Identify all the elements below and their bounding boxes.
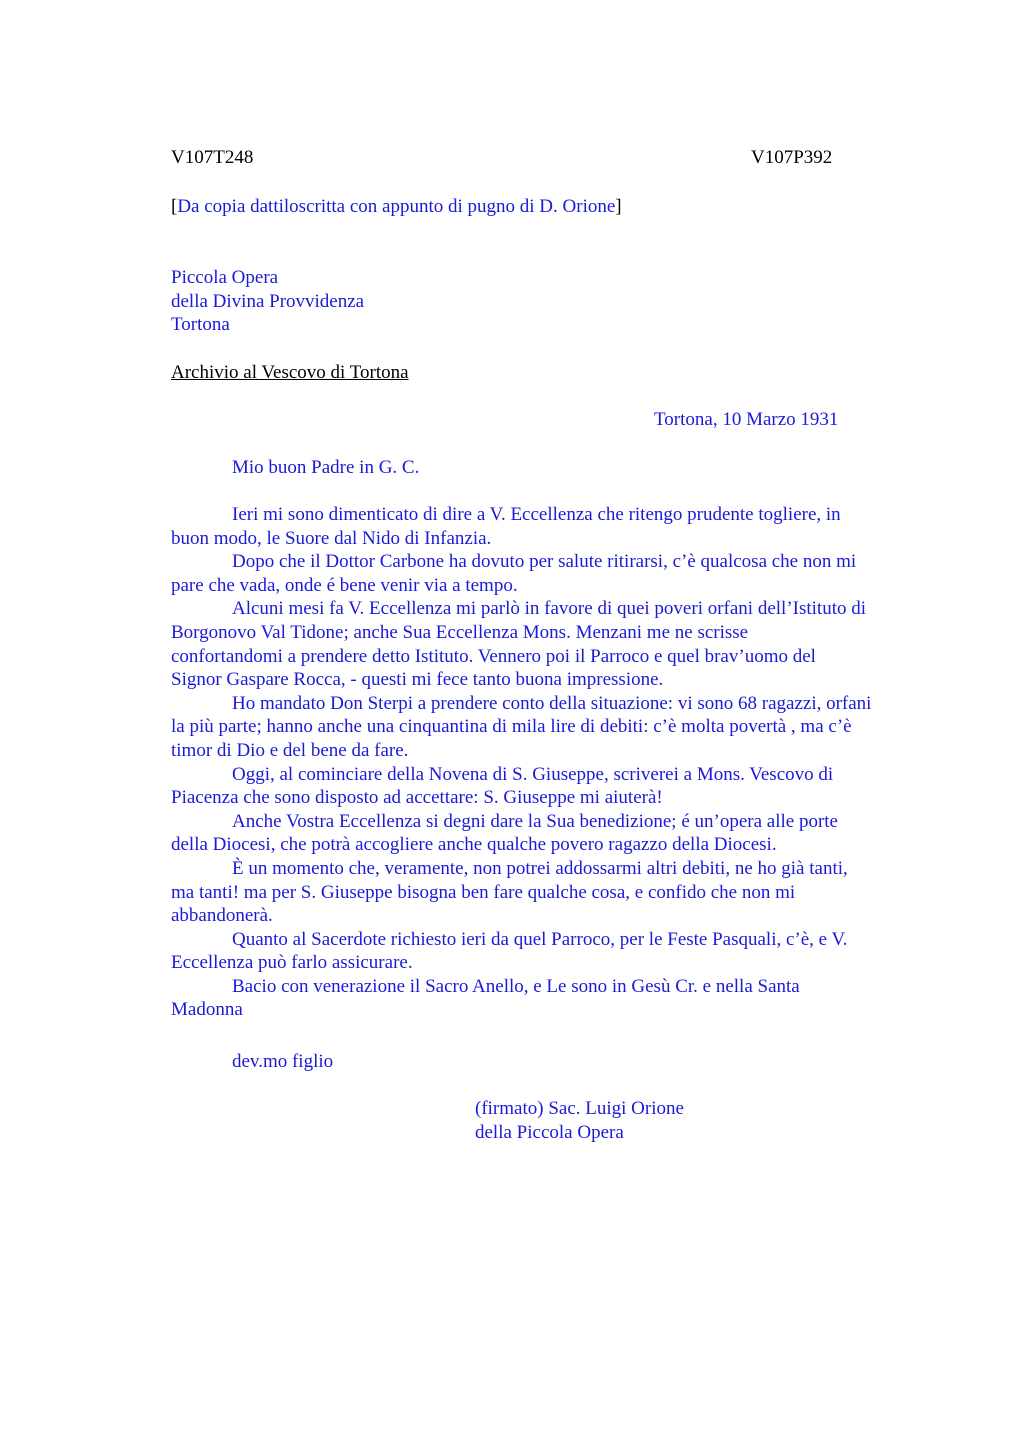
body-line: Piacenza che sono disposto ad accettare: S. Giuseppe mi aiuterà!: [171, 787, 663, 809]
signature: [475, 1097, 684, 1144]
salutation: Mio buon Padre in G. C.: [232, 457, 420, 478]
body-line: Oggi, al cominciare della Novena di S. Giuseppe, scriverei a Mons. Vescovo di: [232, 763, 834, 785]
signature-line: (firmato) Sac. Luigi Orione: [475, 1098, 684, 1119]
letterhead-line: della Divina Provvidenza: [171, 290, 365, 312]
body-line: Eccellenza può farlo assicurare.: [171, 952, 413, 974]
source-note-close-bracket: ]: [615, 196, 622, 217]
body-line: della Diocesi, che potrà accogliere anche qualche povero ragazzo della Diocesi.: [171, 834, 777, 856]
letterhead-line: Tortona: [171, 314, 230, 336]
letterhead-line: Piccola Opera: [171, 267, 279, 288]
source-note: [171, 195, 622, 219]
document-code-left: V107T248: [171, 147, 254, 168]
archive-note: Archivio al Vescovo di Tortona: [171, 362, 409, 383]
letterhead: [171, 266, 364, 337]
body-line: Ieri mi sono dimenticato di dire a V. Eccellenza che ritengo prudente togliere, in: [232, 504, 841, 525]
body-line: timor di Dio e del bene da fare.: [171, 739, 409, 761]
source-note-text: Da copia dattiloscritta con appunto di pugno di D. Orione: [177, 196, 616, 217]
body-line: Bacio con venerazione il Sacro Anello, e Le sono in Gesù Cr. e nella Santa: [232, 975, 800, 997]
body-line: Alcuni mesi fa V. Eccellenza mi parlò in favore di quei poveri orfani dell’Istituto di: [232, 598, 867, 620]
body-line: confortandomi a prendere detto Istituto. Vennero poi il Parroco e quel brav’uomo del: [171, 645, 816, 667]
body-line: ma tanti! ma per S. Giuseppe bisogna ben fare qualche cosa, e confido che non mi: [171, 881, 796, 903]
body-line: Anche Vostra Eccellenza si degni dare la Sua benedizione; é un’opera alle porte: [232, 810, 838, 832]
closing: dev.mo figlio: [232, 1051, 334, 1072]
source-note-open-bracket: [: [171, 196, 178, 217]
body-line: pare che vada, onde é bene venir via a tempo.: [171, 574, 518, 596]
body-line: la più parte; hanno anche una cinquantina di mila lire di debiti: c’è molta povertà , ma c’è: [171, 716, 852, 738]
body-line: Dopo che il Dottor Carbone ha dovuto per salute ritirarsi, c’è qualcosa che non mi: [232, 551, 857, 573]
body-line: Quanto al Sacerdote richiesto ieri da quel Parroco, per le Feste Pasquali, c’è, e V.: [232, 928, 848, 950]
body-line: Signor Gaspare Rocca, - questi mi fece tanto buona impressione.: [171, 669, 664, 691]
body-line: buon modo, le Suore dal Nido di Infanzia.: [171, 527, 492, 549]
place-date: Tortona, 10 Marzo 1931: [654, 409, 839, 430]
body-line: abbandonerà.: [171, 905, 273, 927]
document-code-right: V107P392: [751, 147, 833, 168]
letter-body: [171, 503, 871, 1022]
body-line: Ho mandato Don Sterpi a prendere conto della situazione: vi sono 68 ragazzi, orfani: [232, 692, 872, 714]
signature-line: della Piccola Opera: [475, 1121, 624, 1143]
body-line: È un momento che, veramente, non potrei addossarmi altri debiti, ne ho già tanti,: [232, 857, 848, 879]
body-line: Madonna: [171, 999, 243, 1021]
body-line: Borgonovo Val Tidone; anche Sua Eccellenza Mons. Menzani me ne scrisse: [171, 621, 749, 643]
